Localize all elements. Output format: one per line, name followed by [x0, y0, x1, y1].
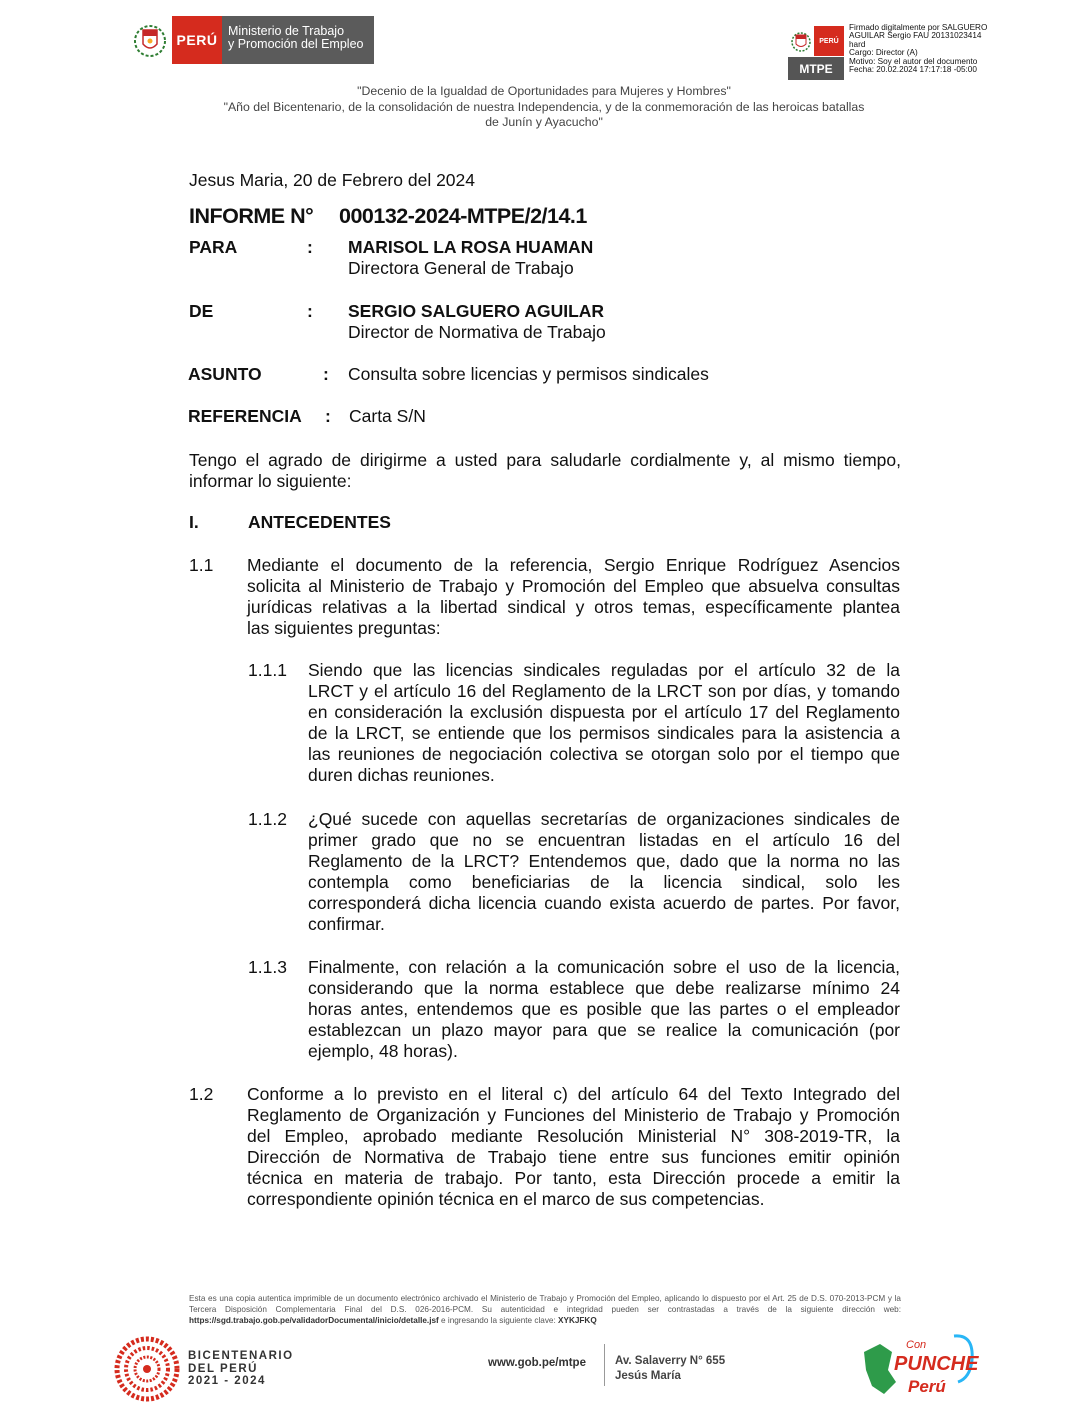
- footer-divider: [604, 1344, 605, 1386]
- paragraph-number: 1.1: [189, 555, 214, 575]
- paragraph-1-1-2: ¿Qué sucede con aquellas secretarías de organizaciones sindicales de primer grado que no se encuentran listadas en el artículo 16 del Reglamento de la LRCT? Entendemos que, dado que la norma no las contempla como beneficiarias de la licencia sindical, solo les corresponderá dicha licencia cuando exista acuerdo de partes. Por favor, confirmar.: [308, 809, 900, 934]
- coat-of-arms-icon: [788, 26, 814, 56]
- bicentenario-logo: BICENTENARIO DEL PERÚ 2021 - 2024: [114, 1336, 304, 1402]
- address: Av. Salaverry N° 655 Jesús María: [615, 1355, 726, 1382]
- de-name: SERGIO SALGUERO AGUILAR: [348, 301, 605, 321]
- asunto-value: Consulta sobre licencias y permisos sindicales: [348, 364, 709, 384]
- svg-text:Perú: Perú: [908, 1377, 946, 1396]
- con-punche-peru-logo: [858, 1330, 982, 1400]
- paragraph-number: 1.1.2: [248, 809, 287, 829]
- section-number: I.: [189, 512, 199, 532]
- referencia-label: REFERENCIA: [188, 406, 302, 426]
- para-name: MARISOL LA ROSA HUAMAN: [348, 237, 594, 257]
- paragraph-number: 1.2: [189, 1084, 214, 1104]
- website-link[interactable]: www.gob.pe/mtpe: [488, 1357, 586, 1369]
- paragraph-1-1: Mediante el documento de la referencia, Sergio Enrique Rodríguez Asencios solicita al Ministerio de Trabajo y Promoción del Empleo que absuelva consultas jurídicas relativas a la libertad sindical y otros temas, específicamente plantea las siguientes preguntas:: [247, 555, 900, 638]
- digital-signature: Firmado digitalmente por SALGUERO AGUILAR Sergio FAU 20131023414 hard Cargo: Director (A) Motivo: Soy el autor del documento Fecha: 20.02.2024 17:17:18 -05:00: [849, 23, 988, 75]
- para-label: PARA: [189, 237, 238, 257]
- intro-paragraph: Tengo el agrado de dirigirme a usted para saludarle cordialmente y, al mismo tiempo, informar lo siguiente:: [189, 450, 901, 491]
- referencia-value: Carta S/N: [349, 406, 426, 426]
- logo-ministry: Ministerio de Trabajo y Promoción del Empleo: [222, 16, 374, 64]
- de-colon: :: [307, 301, 313, 321]
- paragraph-number: 1.1.1: [248, 660, 287, 680]
- mtpe-logo: [128, 16, 374, 64]
- signature-logo: PERÚ MTPE: [788, 26, 844, 80]
- informe-label: INFORME N°: [189, 204, 314, 228]
- validation-link[interactable]: https://sgd.trabajo.gob.pe/validadorDocumental/inicio/detalle.jsf: [189, 1316, 439, 1325]
- para-role: Directora General de Trabajo: [348, 258, 574, 278]
- asunto-colon: :: [323, 364, 329, 384]
- place-date: Jesus Maria, 20 de Febrero del 2024: [189, 170, 475, 190]
- section-title: ANTECEDENTES: [248, 512, 391, 532]
- de-label: DE: [189, 301, 214, 321]
- svg-text:PUNCHE: PUNCHE: [894, 1353, 979, 1375]
- bicentenario-emblem-icon: [114, 1336, 180, 1402]
- asunto-label: ASUNTO: [188, 364, 262, 384]
- coat-of-arms-icon: [128, 16, 172, 64]
- paragraph-1-1-3: Finalmente, con relación a la comunicación sobre el uso de la licencia, considerando que la norma establece que debe realizarse mínimo 24 horas antes, entendemos que es posible que las partes o el empleador establezcan un plazo mayor para que se realice la comunicación (por ejemplo, 48 horas).: [308, 957, 900, 1061]
- para-colon: :: [307, 237, 313, 257]
- referencia-colon: :: [325, 406, 331, 426]
- svg-text:Con: Con: [906, 1339, 927, 1351]
- paragraph-1-2: Conforme a lo previsto en el literal c) del artículo 64 del Texto Integrado del Reglamento de Organización y Funciones del Ministerio de Trabajo y Promoción del Empleo, aprobado mediante Resolución Ministerial N° 308-2019-TR, la Dirección de Normativa de Trabajo tiene entre sus funciones emitir opinión técnica en materia de trabajo. Por tanto, esta Dirección procede a emitir la correspondiente opinión técnica en el marco de sus competencias.: [247, 1084, 900, 1209]
- de-role: Director de Normativa de Trabajo: [348, 322, 606, 342]
- paragraph-1-1-1: Siendo que las licencias sindicales reguladas por el artículo 32 de la LRCT y el artículo 16 del Reglamento de la LRCT son por días, y tomando en consideración la exclusión dispuesta por el artículo 17 del Reglamento de la LRCT, se entiende que los permisos sindicales para la asistencia a las reuniones de negociación colectiva se otorgan solo por el tiempo que duren dichas reuniones.: [308, 660, 900, 785]
- validation-key: XYKJFKQ: [558, 1316, 597, 1325]
- authenticity-note: Esta es una copia autentica imprimible de un documento electrónico archivado el Ministerio de Trabajo y Promoción del Empleo, aplicando lo dispuesto por el Art. 25 de D.S. 070-2013-PCM y la Tercera Disposición Complementaria Final del D.S. 026-2016-PCM. Su autenticidad e integridad pueden ser contrastadas a través de la siguiente dirección web: https://sgd.trabajo.gob.pe/validadorDocumental/inicio/detalle.jsf e ingresando la siguiente clave: XYKJFKQ: [189, 1294, 901, 1325]
- mottos: "Decenio de la Igualdad de Oportunidades para Mujeres y Hombres" "Año del Bicentenario, de la consolidación de nuestra Independencia, y de la conmemoración de las heroicas batallas de Junín y Ayacucho": [223, 84, 865, 129]
- paragraph-number: 1.1.3: [248, 957, 287, 977]
- logo-country: PERÚ: [172, 16, 222, 64]
- informe-number: 000132-2024-MTPE/2/14.1: [339, 204, 587, 228]
